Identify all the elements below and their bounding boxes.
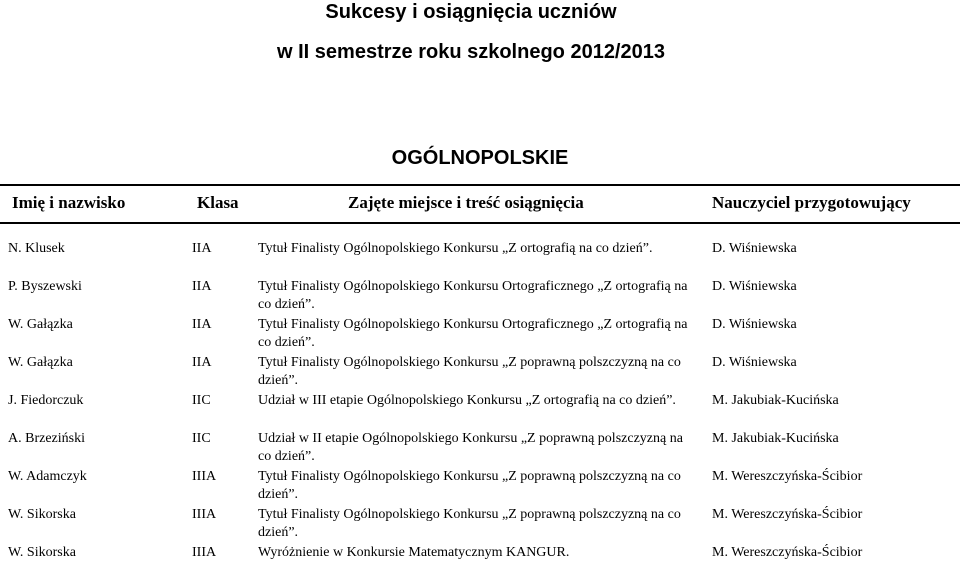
table-header-rule	[0, 222, 960, 224]
student-name: W. Adamczyk	[8, 469, 87, 484]
teacher-name: M. Wereszczyńska-Ścibior	[712, 507, 863, 522]
student-name: A. Brzeziński	[8, 431, 85, 446]
achievements-table-body	[0, 240, 960, 566]
header-name: Imię i nazwisko	[12, 193, 126, 212]
document-subtitle: w II semestrze roku szkolnego 2012/2013	[277, 41, 665, 63]
achievement-text: Tytuł Finalisty Ogólnopolskiego Konkursu „Z poprawną polszczyzną na co dzień”.	[258, 355, 681, 388]
table-row	[0, 430, 960, 468]
header-achievement: Zajęte miejsce i treść osiągnięcia	[348, 193, 584, 212]
teacher-name: M. Wereszczyńska-Ścibior	[712, 545, 863, 560]
teacher-name: M. Jakubiak-Kucińska	[712, 393, 839, 408]
achievement-text: Tytuł Finalisty Ogólnopolskiego Konkursu „Z poprawną polszczyzną na co dzień”.	[258, 507, 681, 540]
achievement-text: Udział w II etapie Ogólnopolskiego Konkursu „Z poprawną polszczyzną na co dzień”.	[258, 431, 683, 464]
table-row	[0, 278, 960, 316]
table-row	[0, 392, 960, 430]
student-class: IIA	[192, 317, 212, 332]
student-class: IIIA	[192, 545, 217, 560]
teacher-name: D. Wiśniewska	[712, 317, 797, 332]
section-title: OGÓLNOPOLSKIE	[391, 147, 569, 169]
table-row	[0, 354, 960, 392]
student-name: W. Sikorska	[8, 507, 76, 522]
student-class: IIC	[192, 393, 211, 408]
achievement-text: Tytuł Finalisty Ogólnopolskiego Konkursu „Z ortografią na co dzień”.	[258, 241, 653, 256]
table-row	[0, 506, 960, 544]
table-top-rule	[0, 184, 960, 186]
header-teacher: Nauczyciel przygotowujący	[712, 193, 911, 212]
student-name: J. Fiedorczuk	[8, 393, 84, 408]
student-name: W. Sikorska	[8, 545, 76, 560]
student-class: IIA	[192, 241, 212, 256]
student-class: IIC	[192, 431, 211, 446]
teacher-name: M. Jakubiak-Kucińska	[712, 431, 839, 446]
student-name: N. Klusek	[8, 241, 65, 256]
teacher-name: D. Wiśniewska	[712, 279, 797, 294]
table-row	[0, 468, 960, 506]
achievement-text: Udział w III etapie Ogólnopolskiego Konkursu „Z ortografią na co dzień”.	[258, 393, 676, 408]
teacher-name: D. Wiśniewska	[712, 241, 797, 256]
table-row	[0, 544, 960, 566]
teacher-name: D. Wiśniewska	[712, 355, 797, 370]
table-row	[0, 316, 960, 354]
student-name: P. Byszewski	[8, 279, 82, 294]
document-title: Sukcesy i osiągnięcia uczniów	[325, 1, 617, 23]
student-class: IIA	[192, 355, 212, 370]
achievement-text: Tytuł Finalisty Ogólnopolskiego Konkursu Ortograficznego „Z ortografią na co dzień”.	[258, 317, 688, 350]
student-name: W. Gałązka	[8, 317, 73, 332]
achievement-text: Tytuł Finalisty Ogólnopolskiego Konkursu „Z poprawną polszczyzną na co dzień”.	[258, 469, 681, 502]
student-name: W. Gałązka	[8, 355, 73, 370]
student-class: IIA	[192, 279, 212, 294]
achievement-text: Wyróżnienie w Konkursie Matematycznym KANGUR.	[258, 545, 570, 560]
header-class: Klasa	[197, 193, 239, 212]
student-class: IIIA	[192, 469, 217, 484]
achievement-text: Tytuł Finalisty Ogólnopolskiego Konkursu Ortograficznego „Z ortografią na co dzień”.	[258, 279, 688, 312]
student-class: IIIA	[192, 507, 217, 522]
table-row	[0, 240, 960, 278]
teacher-name: M. Wereszczyńska-Ścibior	[712, 469, 863, 484]
